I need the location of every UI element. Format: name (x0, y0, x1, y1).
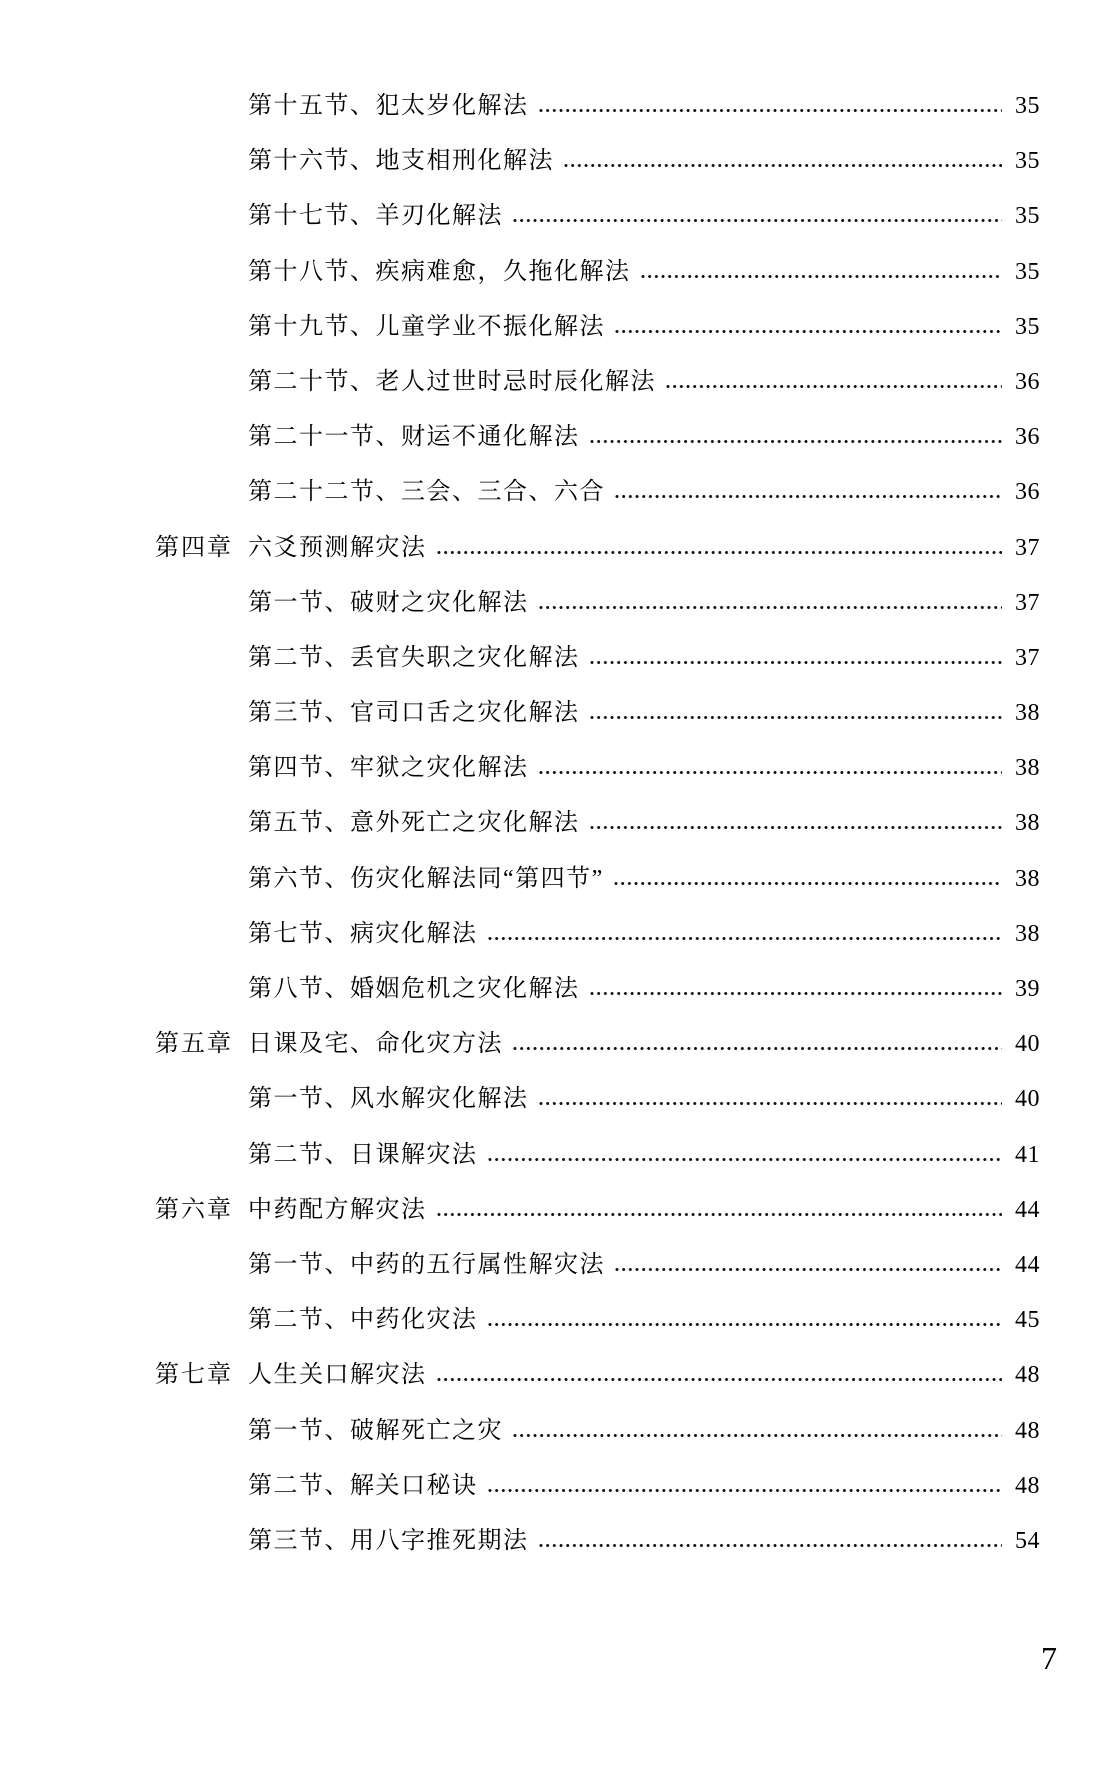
dot-leader (487, 1157, 1003, 1162)
toc-entry (155, 962, 1040, 1017)
entry-title: 六爻预测解灾法 (248, 534, 427, 561)
entry-title: 第二十二节、三会、三合、六合 (248, 479, 605, 506)
entry-title: 第二节、解关口秘诀 (248, 1472, 478, 1499)
dot-leader (436, 550, 1003, 555)
chapter-number: 第五章 (155, 1031, 233, 1058)
entry-title: 第二节、中药化灾法 (248, 1307, 478, 1334)
entry-title: 第十九节、儿童学业不振化解法 (248, 313, 605, 340)
dot-leader (538, 605, 1003, 610)
dot-leader (487, 1488, 1003, 1493)
chapter-number: 第六章 (155, 1196, 233, 1223)
entry-page-number: 37 (1015, 589, 1040, 616)
dot-leader (614, 329, 1002, 334)
entry-page-number: 44 (1015, 1196, 1040, 1223)
toc-entry (155, 300, 1040, 355)
toc-entry (155, 1459, 1040, 1514)
dot-leader (640, 274, 1003, 279)
entry-page-number: 35 (1015, 203, 1040, 230)
entry-page-number: 48 (1015, 1417, 1040, 1444)
toc-list (155, 79, 1040, 1569)
entry-title: 日课及宅、命化灾方法 (248, 1031, 503, 1058)
dot-leader (589, 825, 1003, 830)
entry-title: 第一节、风水解灾化解法 (248, 1086, 529, 1113)
entry-title: 第二节、日课解灾法 (248, 1141, 478, 1168)
dot-leader (538, 108, 1003, 113)
toc-entry (155, 355, 1040, 410)
entry-page-number: 37 (1015, 644, 1040, 671)
dot-leader (589, 715, 1003, 720)
entry-title: 中药配方解灾法 (248, 1196, 427, 1223)
dot-leader (614, 494, 1002, 499)
toc-entry (155, 1128, 1040, 1183)
entry-title: 第四节、牢狱之灾化解法 (248, 755, 529, 782)
toc-entry (155, 1404, 1040, 1459)
entry-page-number: 36 (1015, 368, 1040, 395)
chapter-number: 第四章 (155, 534, 233, 561)
toc-entry (155, 796, 1040, 851)
entry-title: 第八节、婚姻危机之灾化解法 (248, 976, 580, 1002)
chapter-number: 第七章 (155, 1362, 233, 1389)
toc-entry (155, 1072, 1040, 1127)
dot-leader (589, 660, 1003, 665)
dot-leader (538, 770, 1003, 775)
entry-title: 第一节、破解死亡之灾 (248, 1417, 503, 1444)
toc-entry (155, 189, 1040, 244)
entry-page-number: 38 (1015, 810, 1040, 837)
toc-entry (155, 576, 1040, 631)
dot-leader (538, 1543, 1003, 1548)
page-number: 7 (1041, 1640, 1057, 1676)
toc-entry (155, 79, 1040, 134)
dot-leader (538, 1101, 1003, 1106)
entry-title: 第五节、意外死亡之灾化解法 (248, 810, 580, 837)
toc-entry (155, 1293, 1040, 1348)
dot-leader (512, 218, 1002, 223)
entry-page-number: 40 (1015, 1031, 1040, 1058)
dot-leader (614, 1267, 1002, 1272)
entry-title: 第一节、破财之灾化解法 (248, 589, 529, 616)
entry-title: 第三节、官司口舌之灾化解法 (248, 700, 580, 727)
entry-page-number: 54 (1015, 1527, 1040, 1554)
toc-entry (155, 741, 1040, 796)
entry-page-number: 41 (1015, 1141, 1040, 1168)
entry-title: 第六节、伤灾化解法同“第四节” (248, 865, 604, 892)
toc-entry (155, 631, 1040, 686)
entry-title: 人生关口解灾法 (248, 1362, 427, 1389)
entry-title: 第一节、中药的五行属性解灾法 (248, 1251, 605, 1278)
toc-entry (155, 907, 1040, 962)
entry-title: 第二节、丢官失职之灾化解法 (248, 644, 580, 671)
toc-entry (155, 852, 1040, 907)
entry-page-number: 38 (1015, 700, 1040, 727)
entry-page-number: 36 (1015, 479, 1040, 506)
toc-entry (155, 1183, 1040, 1238)
dot-leader (487, 1322, 1003, 1327)
entry-page-number: 36 (1015, 424, 1040, 451)
entry-page-number: 35 (1015, 258, 1040, 285)
toc-entry (155, 1238, 1040, 1293)
dot-leader (589, 439, 1003, 444)
dot-leader (589, 991, 1003, 996)
toc-entry (155, 245, 1040, 300)
entry-page-number: 35 (1015, 93, 1040, 119)
entry-page-number: 38 (1015, 920, 1040, 947)
entry-page-number: 35 (1015, 313, 1040, 340)
entry-title: 第二十一节、财运不通化解法 (248, 424, 580, 451)
entry-title: 第十六节、地支相刑化解法 (248, 148, 554, 175)
entry-title: 第三节、用八字推死期法 (248, 1527, 529, 1554)
dot-leader (487, 936, 1003, 941)
entry-title: 第十七节、羊刃化解法 (248, 203, 503, 230)
entry-page-number: 45 (1015, 1307, 1040, 1334)
entry-title: 第二十节、老人过世时忌时辰化解法 (248, 368, 656, 395)
entry-page-number: 48 (1015, 1472, 1040, 1499)
entry-title: 第七节、病灾化解法 (248, 920, 478, 947)
toc-entry (155, 134, 1040, 189)
entry-page-number: 39 (1015, 976, 1040, 1002)
toc-entry (155, 1348, 1040, 1403)
dot-leader (512, 1433, 1002, 1438)
entry-page-number: 40 (1015, 1086, 1040, 1113)
toc-entry (155, 1017, 1040, 1072)
entry-title: 第十八节、疾病难愈，久拖化解法 (248, 258, 631, 285)
dot-leader (436, 1212, 1003, 1217)
entry-page-number: 38 (1015, 755, 1040, 782)
dot-leader (613, 881, 1002, 886)
toc-entry (155, 1514, 1040, 1569)
entry-page-number: 38 (1015, 865, 1040, 892)
dot-leader (665, 384, 1002, 389)
entry-page-number: 35 (1015, 148, 1040, 175)
toc-entry (155, 686, 1040, 741)
dot-leader (512, 1046, 1002, 1051)
toc-entry (155, 410, 1040, 465)
entry-page-number: 44 (1015, 1251, 1040, 1278)
dot-leader (563, 163, 1002, 168)
dot-leader (436, 1377, 1003, 1382)
entry-page-number: 37 (1015, 534, 1040, 561)
entry-page-number: 48 (1015, 1362, 1040, 1389)
entry-title: 第十五节、犯太岁化解法 (248, 93, 529, 119)
toc-entry (155, 465, 1040, 520)
toc-entry (155, 521, 1040, 576)
